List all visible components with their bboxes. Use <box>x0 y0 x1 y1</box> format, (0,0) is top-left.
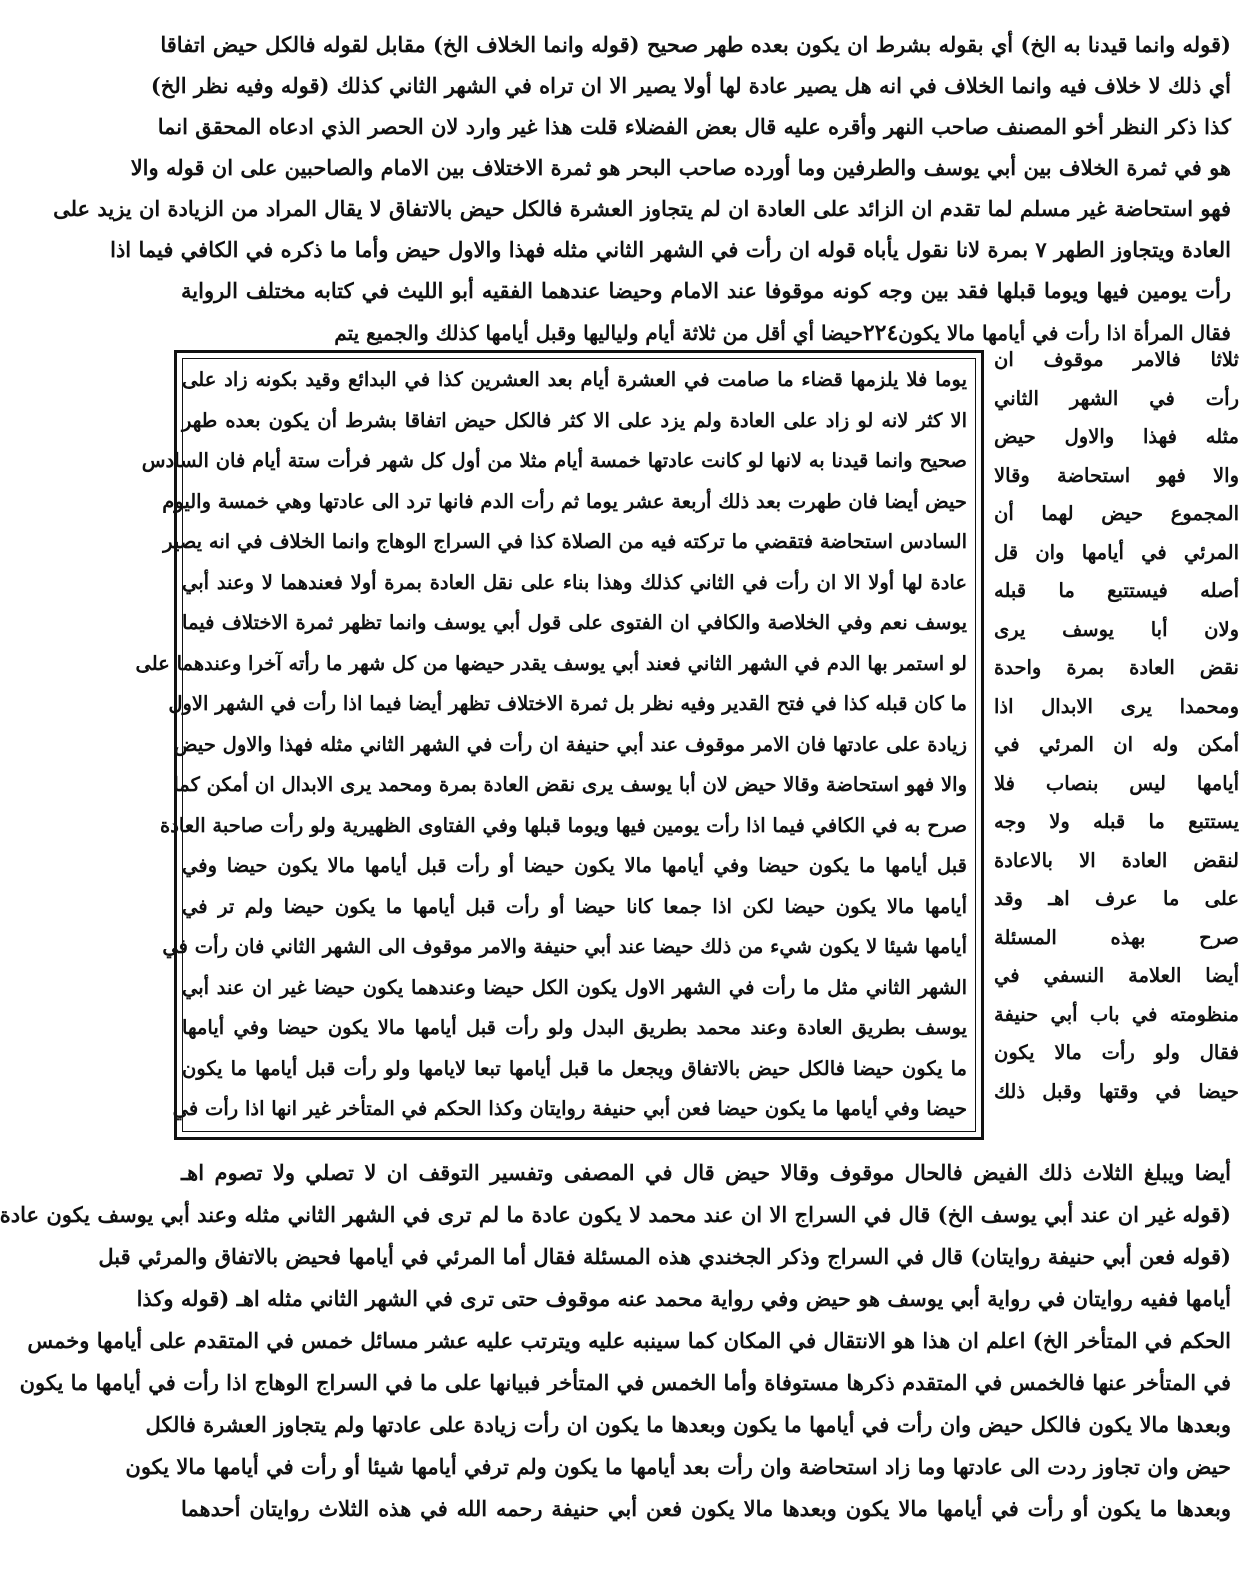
side-line: يستتبع ما قبله ولا وجه <box>994 810 1239 833</box>
text-line: (قوله غير ان عند أبي يوسف الخ) قال في السراج الا ان عند محمد لا يكون عادة ما لم ترى في الشهر الثاني مثله وعند أبي يوسف يكون عادة <box>0 1202 1231 1227</box>
box-text-line: حيض أيضا فان طهرت بعد ذلك أربعة عشر يوما ثم رأت الدم فانها ترد الى عادتها وهي خمسة واليوم <box>162 489 967 513</box>
side-line: على ما عرف اهـ وقد <box>994 887 1239 910</box>
text-line: وبعدها مالا يكون فالكل حيض وان رأت في أيامها ما يكون وبعدها ما يكون ان رأت زيادة على عادتها ولم يتجاوز العشرة فالكل <box>145 1412 1231 1437</box>
box-text-line: يوسف بطريق العادة وعند محمد بطريق البدل ولو رأت قبل أيامها مالا يكون حيضا وفي أيامها <box>182 1016 967 1039</box>
box-text-line: أيامها مالا يكون حيضا لكن اذا جمعا كانا حيضا أو رأت قبل أيامها ما يكون حيضا ولم تر في <box>182 894 967 918</box>
text-line: كذا ذكر النظر أخو المصنف صاحب النهر وأقره عليه قال بعض الفضلاء قلت هذا غير وارد لان الحصر الذي ادعاه المحقق انما <box>157 114 1231 139</box>
text-line: وبعدها ما يكون أو رأت في أيامها مالا يكون وبعدها مالا يكون فعن أبي حنيفة رحمه الله في هذه الثلاث روايتان أحدهما <box>181 1496 1231 1521</box>
side-line: المجموع حيض لهما أن <box>994 502 1239 525</box>
side-line: حيضا في وقتها وقبل ذلك <box>994 1079 1239 1103</box>
box-text-line: يوسف نعم وفي الخلاصة والكافي ان الفتوى على قول أبي يوسف وانما تظهر ثمرة الاختلاف فيما <box>182 611 967 634</box>
box-text-line: زيادة على عادتها فان الامر موقوف عند أبي حنيفة ان رأت في الشهر الثاني مثله فهذا والاول حيض <box>174 732 967 756</box>
text-line: العادة ويتجاوز الطهر ٧ بمرة لانا نقول يأباه قوله ان رأت في الشهر الثاني مثله فهذا والاول حيض وأما ما ذكره في الكافي فيما اذا <box>110 237 1231 262</box>
text-line: رأت يومين فيها ويوما قبلها فقد بين وجه كونه موقوفا عند الامام وحيضا عندهما الفقيه أبو الليث في كتابه مختلف الرواية <box>181 278 1231 303</box>
box-text-line: عادة لها أولا الا ان رأت في الثاني كذلك وهذا بناء على نقل العادة بمرة أولا فعندهما لا وعند أبي <box>182 570 967 594</box>
box-text-line: ما يكون حيضا فالكل حيض بالاتفاق ويجعل ما قبل أيامها تبعا لايامها ولو رأت قبل أيامها ما يكون <box>182 1056 967 1080</box>
side-line: والا فهو استحاضة وقالا <box>994 463 1239 487</box>
side-line: أيضا العلامة النسفي في <box>994 964 1239 987</box>
box-text-line: السادس استحاضة فتقضي ما تركته فيه من الصلاة كذا في السراج الوهاج وانما الخلاف في انه يصير <box>163 530 967 553</box>
box-text-line: أيامها شيئا لا يكون شيء من ذلك حيضا عند أبي حنيفة والامر موقوف الى الشهر الثاني فان رأت في <box>162 935 967 958</box>
side-line: صرح بهذه المسئلة <box>994 925 1239 949</box>
side-line: أيامها ليس بنصاب فلا <box>994 771 1239 795</box>
box-text-line: الا كثر لانه لو زاد على العادة ولم يزد على الا كثر فالكل حيض اتفاقا بشرط أن يكون بعده طهر <box>182 408 967 432</box>
text-line: حيض وان تجاوز ردت الى عادتها وما زاد استحاضة وان رأت بعد أيامها ما يكون ولم ترفي أيامها شيئا أو رأت في أيامها مالا يكون <box>125 1454 1231 1479</box>
side-line: ثلاثا فالامر موقوف ان <box>994 348 1239 371</box>
text-line: (قوله فعن أبي حنيفة روايتان) قال في السراج وذكر الجخندي هذه المسئلة فقال أما المرئي في أيامها فحيض بالاتفاق والمرئي قبل <box>98 1244 1231 1269</box>
side-line: مثله فهذا والاول حيض <box>994 425 1239 448</box>
box-text-line: يوما فلا يلزمها قضاء ما صامت في العشرة أيام بعد العشرين كذا في البدائع وقيد بكونه زاد على <box>182 368 967 391</box>
box-text-line: قبل أيامها ما يكون حيضا وفي أيامها مالا يكون حيضا أو رأت قبل أيامها مالا يكون حيضا وفي <box>182 854 967 877</box>
text-line: الحكم في المتأخر الخ) اعلم ان هذا هو الانتقال في المكان كما سينبه عليه ويترتب عليه عشر مسائل خمس في المتقدم على أيامها وخمس <box>27 1328 1231 1353</box>
text-line: أيامها ففيه روايتان في رواية أبي يوسف هو حيض وفي رواية محمد عنه موقوف حتى ترى في الشهر الثاني مثله اهـ (قوله وكذا <box>136 1286 1231 1311</box>
frame-inner-border <box>135 358 976 1132</box>
main-text-frame <box>135 350 984 1140</box>
side-line: لنقض العادة الا بالاعادة <box>994 848 1239 872</box>
side-line: ولان أبا يوسف يرى <box>994 617 1239 641</box>
text-line: في المتأخر عنها فالخمس في المتقدم ذكرها مستوفاة وأما الخمس في المتأخر فبيانها على ما في السراج الوهاج اذا رأت في أيامها ما يكون <box>19 1370 1231 1395</box>
box-text-line: والا فهو استحاضة وقالا حيض لان أبا يوسف يرى نقض العادة بمرة ومحمد يرى الابدال ان أمكن كما <box>173 773 967 796</box>
box-text-line: حيضا وفي أيامها ما يكون حيضا فعن أبي حنيفة روايتان وكذا الحكم في المتأخر غير انها اذا رأت في <box>172 1097 967 1120</box>
box-text-line: لو استمر بها الدم في الشهر الثاني فعند أبي يوسف يقدر حيضها من كل شهر ما رأته آخرا وعندهما على <box>135 651 967 675</box>
text-line: فهو استحاضة غير مسلم لما تقدم ان الزائد على العادة ان لم يتجاوز العشرة فالكل حيض بالاتفاق لا يقال المراد من الزيادة ان يزيد على <box>53 196 1231 221</box>
side-line: منظومته في باب أبي حنيفة <box>994 1002 1239 1026</box>
text-line: أيضا ويبلغ الثلاث ذلك الفيض فالحال موقوف وقالا حيض قال في المصفى وتفسير التوقف ان لا تصلي ولا تصوم اهـ <box>181 1160 1231 1185</box>
side-line: ومحمدا يرى الابدال اذا <box>994 694 1239 718</box>
header-text-right: فقال المرأة اذا رأت في أيامها مالا يكون <box>898 321 1231 345</box>
side-line: نقض العادة بمرة واحدة <box>994 656 1239 679</box>
text-line: (قوله وانما قيدنا به الخ) أي بقوله بشرط ان يكون بعده طهر صحيح (قوله وانما الخلاف الخ) مقابل لقوله فالكل حيض اتفاقا <box>160 32 1231 57</box>
box-text-line: ما كان قبله كذا في فتح القدير وفيه نظر بل ثمرة الاختلاف تظهر أيضا فيما اذا رأت في الشهر الاول <box>168 692 967 715</box>
text-line: هو في ثمرة الخلاف بين أبي يوسف والطرفين وما أورده صاحب البحر هو ثمرة الاختلاف بين الامام والصاحبين على ان قوله والا <box>130 155 1231 180</box>
box-text-line: الشهر الثاني مثل ما رأت في الشهر الاول يكون الكل حيضا وعندهما يكون حيضا غير ان عند أبي <box>182 975 967 999</box>
page-header <box>334 318 1231 348</box>
side-line: رأت في الشهر الثاني <box>994 386 1239 410</box>
header-text: حيضا أي أقل من ثلاثة أيام ولياليها وقبل أيامها كذلك والجميع يتم <box>334 321 863 345</box>
side-line: أمكن وله ان المرئي في <box>994 733 1239 756</box>
box-text-line: صحيح وانما قيدنا به لانها لو كانت عادتها خمسة أيام مثلا من أول كل شهر فرأت ستة أيام فان السادس <box>141 449 967 472</box>
text-line: أي ذلك لا خلاف فيه وانما الخلاف في انه هل يصير عادة لها أولا يصير الا ان تراه في الشهر الثاني كذلك (قوله وفيه نظر الخ) <box>150 73 1231 98</box>
side-line: المرئي في أيامها وان قل <box>994 540 1239 564</box>
side-line: فقال ولو رأت مالا يكون <box>994 1041 1239 1064</box>
box-text-line: صرح به في الكافي فيما اذا رأت يومين فيها ويوما قبلها وفي الفتاوى الظهيرية ولو رأت صاحبة العادة <box>160 813 967 837</box>
side-line: أصله فيستتبع ما قبله <box>994 579 1239 602</box>
page-number: ٢٢٤ <box>862 320 899 346</box>
